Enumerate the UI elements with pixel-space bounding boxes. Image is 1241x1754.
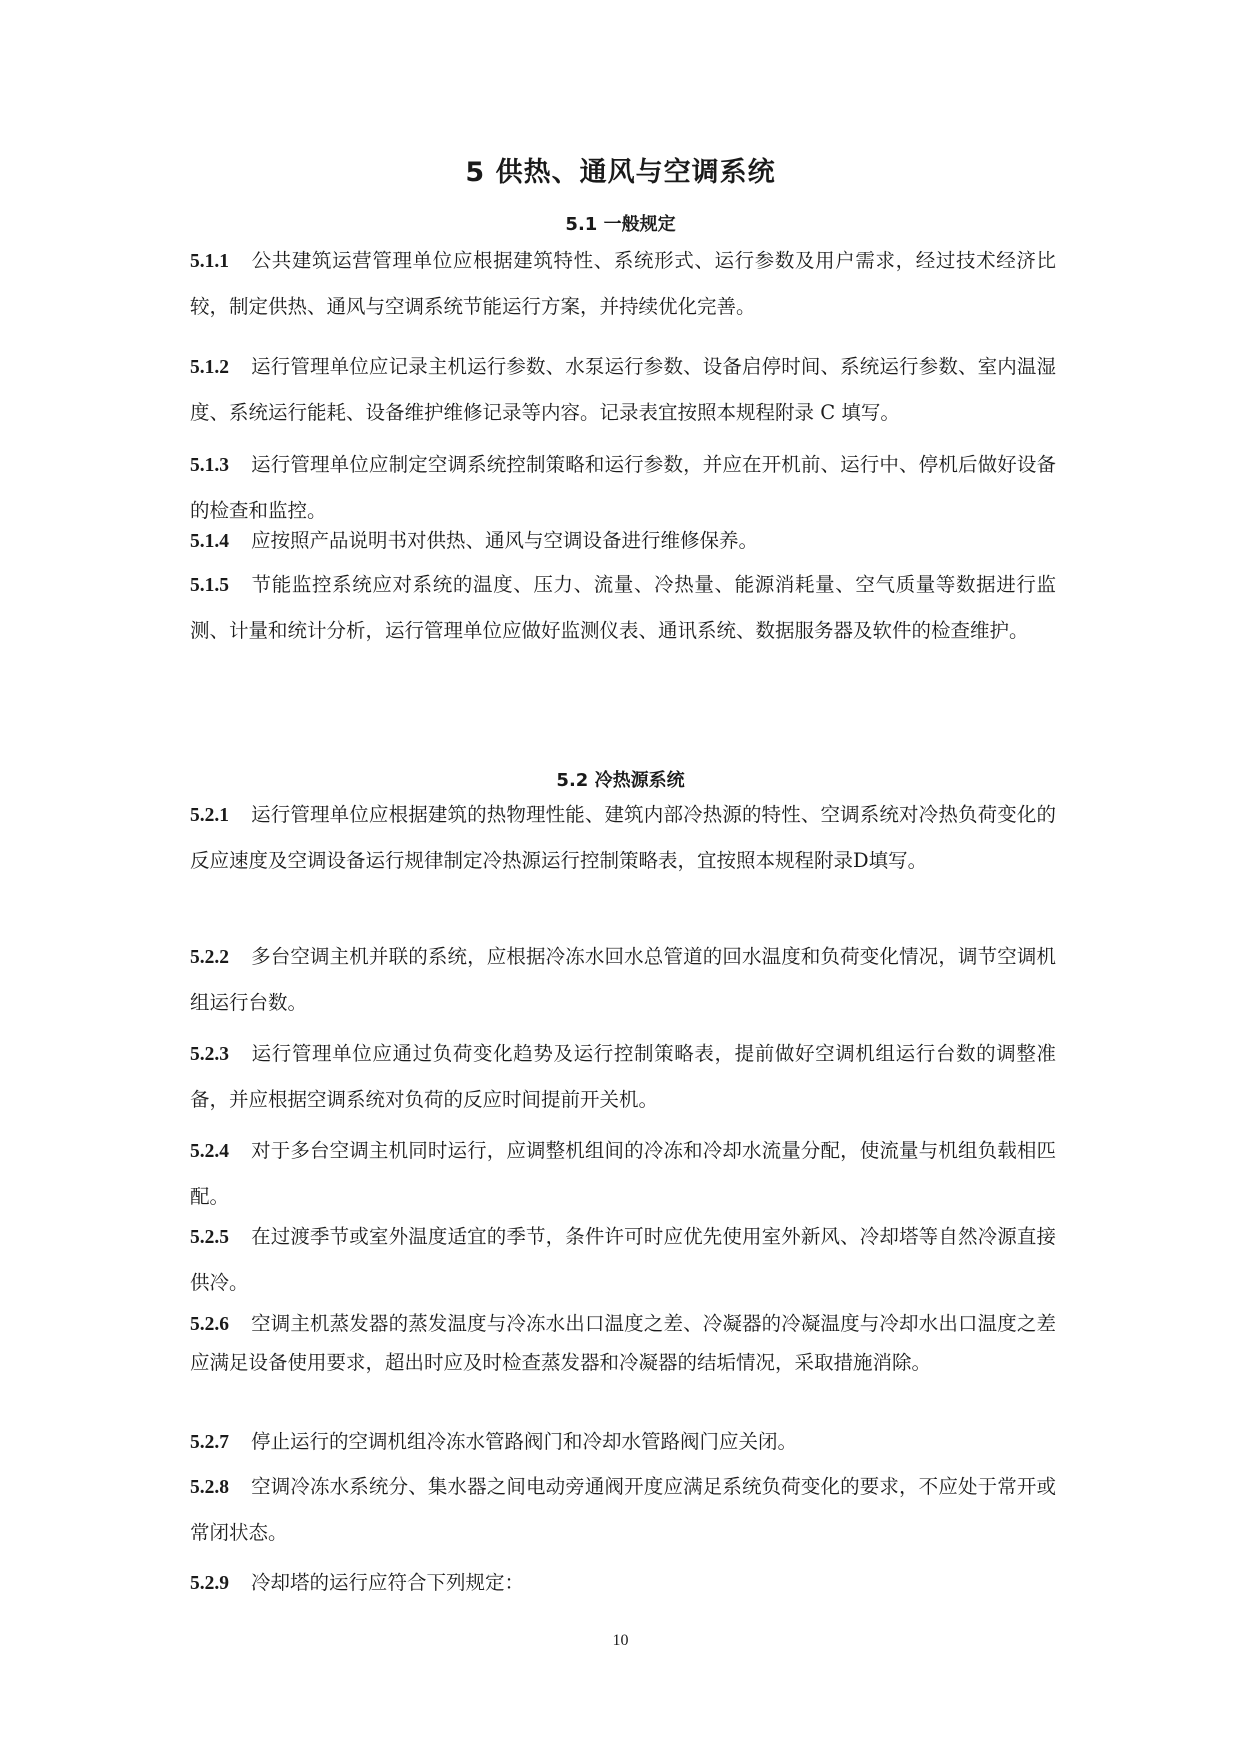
clause-text: 冷却塔的运行应符合下列规定： bbox=[251, 1571, 525, 1594]
clause-number: 5.2.1 bbox=[190, 805, 229, 826]
clause-number: 5.2.7 bbox=[190, 1432, 229, 1453]
clause-5-1-1 bbox=[190, 238, 1056, 329]
clause-number: 5.2.8 bbox=[190, 1477, 229, 1498]
clause-text: 运行管理单位应根据建筑的热物理性能、建筑内部冷热源的特性、空调系统对冷热负荷变化的反应速度及空调设备运行规律制定冷热源运行控制策略表，宜按照本规程附录D填写。 bbox=[190, 803, 1056, 872]
clause-number: 5.1.5 bbox=[190, 575, 229, 596]
clause-text: 应按照产品说明书对供热、通风与空调设备进行维修保养。 bbox=[251, 529, 759, 552]
clause-text: 空调冷冻水系统分、集水器之间电动旁通阀开度应满足系统负荷变化的要求，不应处于常开或常闭状态。 bbox=[190, 1475, 1056, 1544]
clause-text: 公共建筑运营管理单位应根据建筑特性、系统形式、运行参数及用户需求，经过技术经济比较，制定供热、通风与空调系统节能运行方案，并持续优化完善。 bbox=[190, 249, 1056, 318]
clause-5-1-5 bbox=[190, 562, 1056, 653]
clause-number: 5.1.2 bbox=[190, 357, 229, 378]
clause-number: 5.2.6 bbox=[190, 1314, 229, 1335]
clause-5-2-2 bbox=[190, 934, 1056, 1025]
clause-number: 5.2.3 bbox=[190, 1044, 229, 1065]
clause-5-2-8 bbox=[190, 1464, 1056, 1555]
clause-number: 5.2.2 bbox=[190, 947, 229, 968]
clause-text: 运行管理单位应通过负荷变化趋势及运行控制策略表，提前做好空调机组运行台数的调整准备，并应根据空调系统对负荷的反应时间提前开关机。 bbox=[190, 1042, 1056, 1111]
clause-5-2-3 bbox=[190, 1031, 1056, 1122]
clause-5-2-5 bbox=[190, 1214, 1056, 1305]
clause-text: 多台空调主机并联的系统，应根据冷冻水回水总管道的回水温度和负荷变化情况，调节空调机组运行台数。 bbox=[190, 945, 1056, 1014]
clause-5-2-7 bbox=[190, 1419, 1056, 1465]
clause-5-2-1 bbox=[190, 792, 1056, 883]
clause-number: 5.2.4 bbox=[190, 1141, 229, 1162]
clause-number: 5.1.3 bbox=[190, 455, 229, 476]
page-number: 10 bbox=[612, 1632, 629, 1649]
clause-5-2-9 bbox=[190, 1560, 1056, 1606]
clause-number: 5.2.5 bbox=[190, 1227, 229, 1248]
clause-5-2-4 bbox=[190, 1128, 1056, 1219]
clause-text: 停止运行的空调机组冷冻水管路阀门和冷却水管路阀门应关闭。 bbox=[251, 1430, 798, 1453]
clause-text: 在过渡季节或室外温度适宜的季节，条件许可时应优先使用室外新风、冷却塔等自然冷源直接供冷。 bbox=[190, 1225, 1056, 1294]
clause-text: 运行管理单位应记录主机运行参数、水泵运行参数、设备启停时间、系统运行参数、室内温湿度、系统运行能耗、设备维护维修记录等内容。记录表宜按照本规程附录 C 填写。 bbox=[190, 355, 1056, 424]
section-title-5-2: 5.2 冷热源系统 bbox=[556, 770, 685, 791]
section-title-5-1: 5.1 一般规定 bbox=[565, 214, 676, 235]
clause-number: 5.2.9 bbox=[190, 1573, 229, 1594]
clause-5-2-6 bbox=[190, 1305, 1056, 1382]
clause-number: 5.1.4 bbox=[190, 531, 229, 552]
clause-text: 空调主机蒸发器的蒸发温度与冷冻水出口温度之差、冷凝器的冷凝温度与冷却水出口温度之差应满足设备使用要求，超出时应及时检查蒸发器和冷凝器的结垢情况，采取措施消除。 bbox=[190, 1312, 1056, 1374]
clause-number: 5.1.1 bbox=[190, 251, 229, 272]
chapter-title: 5 供热、通风与空调系统 bbox=[465, 157, 776, 188]
clause-text: 运行管理单位应制定空调系统控制策略和运行参数，并应在开机前、运行中、停机后做好设备的检查和监控。 bbox=[190, 453, 1056, 522]
clause-5-1-4 bbox=[190, 518, 1056, 564]
clause-text: 对于多台空调主机同时运行，应调整机组间的冷冻和冷却水流量分配，使流量与机组负载相匹配。 bbox=[190, 1139, 1056, 1208]
clause-text: 节能监控系统应对系统的温度、压力、流量、冷热量、能源消耗量、空气质量等数据进行监测、计量和统计分析，运行管理单位应做好监测仪表、通讯系统、数据服务器及软件的检查维护。 bbox=[190, 573, 1056, 642]
clause-5-1-2 bbox=[190, 344, 1056, 435]
